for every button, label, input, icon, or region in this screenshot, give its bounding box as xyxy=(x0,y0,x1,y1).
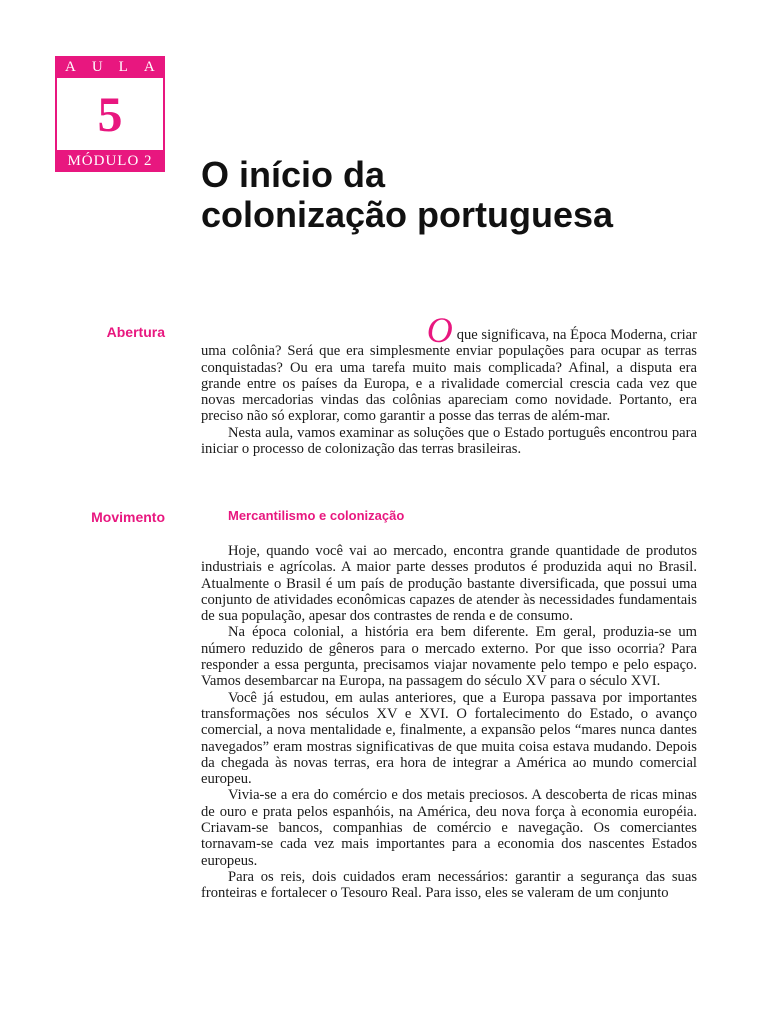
abertura-text xyxy=(201,310,697,458)
movimento-paragraph: Hoje, quando você vai ao mercado, encontra grande quantidade de produtos industriais e agrícolas. A maior parte desses produtos é produzida aqui no Brasil. Atualmente o Brasil é um país de produção bastante diversificada, que possui uma conjunto de atividades econômicas capazes de atender às necessidades fundamentais de sua população, apesar dos contrastes de renda e de consumo. xyxy=(201,543,697,625)
module-label: MÓDULO 2 xyxy=(55,150,165,172)
movimento-paragraph: Vivia-se a era do comércio e dos metais preciosos. A descoberta de ricas minas de ouro e prata pelos espanhóis, na América, deu nova força à economia européia. Criavam-se bancos, companhias de comércio e navegação. Os comerciantes tornavam-se cada vez mais importantes para a economia dos nascentes Estados europeus. xyxy=(201,787,697,869)
lesson-badge xyxy=(55,56,171,172)
abertura-paragraph-2: Nesta aula, vamos examinar as soluções que o Estado português encontrou para iniciar o processo de colonização das terras brasileiras. xyxy=(201,424,697,458)
subheading-mercantilismo: Mercantilismo e colonização xyxy=(228,508,405,523)
abertura-first-line: Oque significava, na Época Moderna, criar xyxy=(426,310,697,350)
title-line-2: colonização portuguesa xyxy=(201,194,614,235)
section-label-abertura: Abertura xyxy=(106,324,165,340)
movimento-paragraph: Na época colonial, a história era bem diferente. Em geral, produzia-se um número reduzido de gêneros para o mercado externo. Por que isso ocorria? Para responder a essa pergunta, precisamos viajar novamente pelo tempo e pelo espaço. Vamos desembarcar na Europa, na passagem do século XV para o século XVI. xyxy=(201,624,697,690)
title-line-1: O início da xyxy=(201,154,386,195)
abertura-paragraph-1 xyxy=(201,310,697,425)
lesson-number: 5 xyxy=(55,78,165,150)
movimento-paragraph: Para os reis, dois cuidados eram necessários: garantir a segurança das suas fronteiras e fortalecer o Tesouro Real. Para isso, eles se valeram de um conjunto xyxy=(201,868,697,902)
movimento-paragraph: Você já estudou, em aulas anteriores, que a Europa passava por importantes transformações nos séculos XV e XVI. O fortalecimento do Estado, o avanço comercial, a nova mentalidade e, finalmente, a expansão pelos “mares nunca dantes navegados” eram mostras significativas de que muita coisa estava mudando. Depois da chegada às novas terras, era hora de integrar a América ao mundo comercial europeu. xyxy=(201,689,697,788)
abertura-paragraph-1-rest: uma colônia? Será que era simplesmente enviar populações para ocupar as terras conquistadas? Ou era uma tarefa muito mais complicada? Afinal, a disputa era grande entre os países da Europa, e a rivalidade comercial crescia cada vez que novas mercadorias vindas das colônias apareciam como novidade. Portanto, era preciso não só explorar, como garantir a posse das terras de além-mar. xyxy=(201,343,697,425)
drop-cap: O xyxy=(426,310,453,350)
page-title xyxy=(201,155,741,235)
movimento-text xyxy=(201,543,697,902)
aula-label: AULA xyxy=(55,56,165,78)
section-label-movimento: Movimento xyxy=(91,509,165,525)
